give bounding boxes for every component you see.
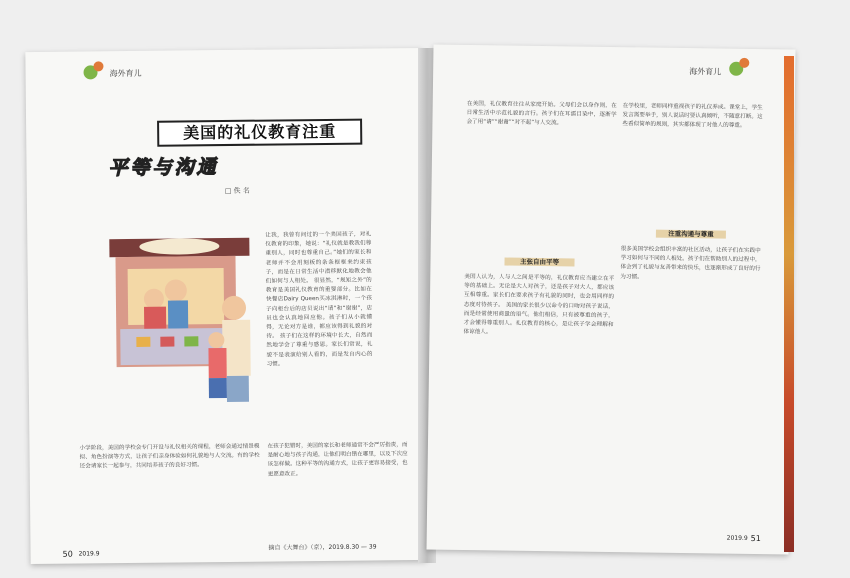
left-header-label: 海外育儿 [109, 68, 142, 79]
intro-paragraph-1: 让我，我曾有问过的一个美国孩子，对礼仪教育的印象，她说：“礼仪就是教我们尊重别人，同时也尊重自己。”她们的家长和老师并不会用刻板的条条框框来约束孩子，而是在日常生活中潜移默化地教会他们如何与人相处。 [265, 231, 372, 285]
intro-paragraph-2: 很显然，“规矩之外”的教育是美国礼仪教育的重要部分。比如在快餐店Dairy Queen买冰淇淋时，一个孩子向柜台后的店员说出“请”和“谢谢”，店员也会认真地回应他。孩子们从小就懂得，无论对方是谁，都应该得到礼貌的对待。 [265, 277, 373, 340]
mid-paragraph-2: 美国的家长很少以命令的口吻对孩子说话，而是经常使用商量的语气。他们相信，只有被尊重的孩子，才会懂得尊重别人。礼仪教育的核心，是让孩子学会理解和体谅他人。 [463, 302, 614, 336]
article-title: 美国的礼仪教育注重 [157, 119, 362, 147]
right-mid-column-1 [461, 273, 615, 537]
right-top-column-2: 在学校里，老师同样重视孩子的礼仪养成。课堂上，学生发言需要举手，别人说话时要认真倾听，不随意打断。这些看似简单的规则，其实都体现了对他人的尊重。 [622, 103, 763, 130]
author-line: □ 佚 名 [224, 186, 250, 196]
header-deco-icon [739, 58, 749, 68]
section-heading-1: 主张自由平等 [464, 257, 614, 267]
left-page [25, 48, 426, 564]
left-page-date: 2019.9 [78, 550, 100, 558]
header-deco-icon [93, 61, 103, 71]
article-subtitle: 平等与沟通 [108, 156, 219, 180]
intro-text-column [265, 230, 373, 441]
shop-illustration [105, 218, 259, 432]
page-edge-color-strip [784, 56, 794, 552]
right-page-date: 2019.9 [726, 534, 748, 542]
right-top-column-1: 在美国，礼仪教育往往从家庭开始。父母们会以身作则，在日常生活中示范礼貌的言行。孩子们在耳濡目染中，逐渐学会了用“请”“谢谢”“对不起”与人交流。 [466, 100, 617, 127]
left-page-number: 50 [62, 549, 73, 559]
right-mid-column-2: 很多美国学校会组织丰富的社区活动，让孩子们在实践中学习如何与不同的人相处。孩子们在帮助别人的过程中，体会到了礼貌与友善带来的快乐，也逐渐形成了良好的行为习惯。 [620, 246, 761, 281]
mid-paragraph-1: 美国人认为，人与人之间是平等的，礼仪教育应当建立在平等的基础上。无论是大人对孩子，还是孩子对大人，都应该互相尊重。家长们在要求孩子有礼貌的同时，也会用同样的态度对待孩子。 [463, 273, 615, 309]
right-page-number: 51 [750, 533, 761, 544]
source-citation: 摘自《大舞台》（京），2019.8.30 — 39 [268, 543, 377, 552]
right-page [426, 44, 795, 554]
right-header-label: 海外育儿 [689, 67, 722, 77]
bottom-text-column-2: 在孩子犯错时，美国的家长和老师通常不会严厉指责，而是耐心地与孩子沟通，让他们明白错在哪里，以及下次应该怎样做。这种平等的沟通方式，让孩子更容易接受，也更愿意改正。 [267, 442, 408, 478]
intro-paragraph-3: 孩子们在这样的环境中长大，自然而然地学会了尊重与感恩。家长们常说，礼貌不是表演给别人看的，而是发自内心的习惯。 [266, 332, 373, 368]
bottom-text-column-1: 小学阶段，美国的学校会专门开设与礼仪相关的课程，老师会通过情景模拟、角色扮演等方式，让孩子们亲身体验如何礼貌地与人交流。有的学校还会请家长一起参与，共同培养孩子的良好习惯。 [79, 443, 260, 470]
section-heading-2: 注重沟通与尊重 [621, 229, 761, 239]
